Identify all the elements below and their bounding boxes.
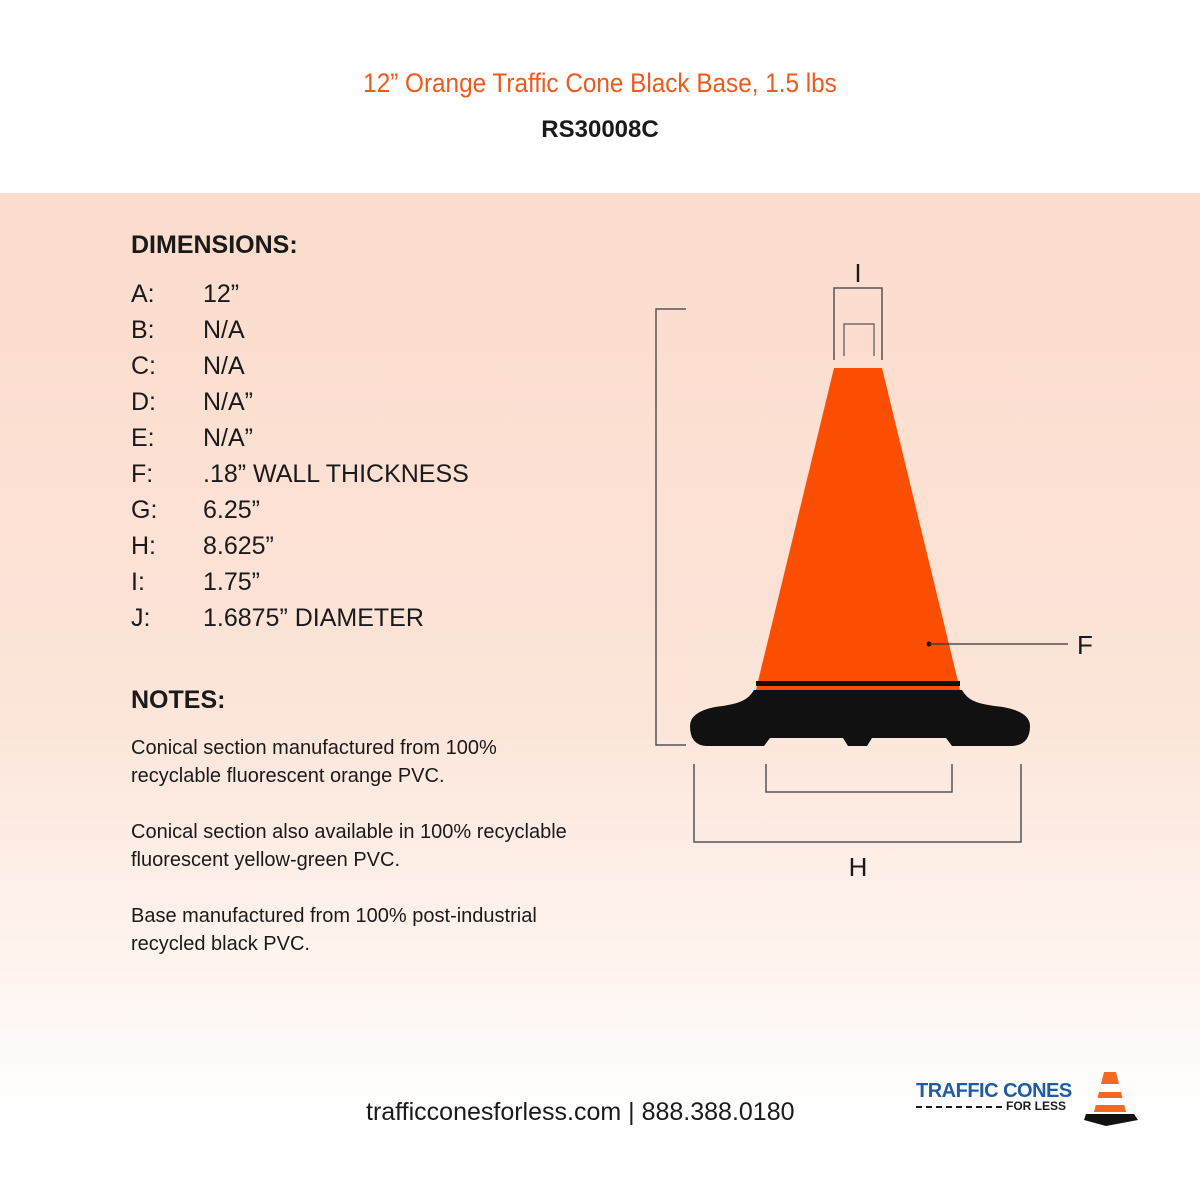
dimension-key: I:	[131, 568, 145, 596]
dimension-key: A:	[131, 280, 155, 308]
dimension-value: N/A	[203, 316, 245, 344]
note-paragraph: Conical section manufactured from 100% recyclable fluorescent orange PVC.	[131, 737, 497, 787]
cone-base	[690, 690, 1030, 746]
base-width-bracket	[694, 764, 1021, 842]
header	[0, 0, 1200, 193]
logo-line1: TRAFFIC CONES	[916, 1080, 1072, 1102]
dimension-value: 8.625”	[203, 532, 274, 560]
dimension-key: B:	[131, 316, 155, 344]
label-h: H	[848, 852, 868, 882]
label-f: F	[1077, 630, 1093, 660]
dimension-key: C:	[131, 352, 156, 380]
logo-line2: FOR LESS	[1006, 1099, 1067, 1113]
label-i: I	[854, 258, 862, 288]
dimension-value: 12”	[203, 280, 240, 308]
logo-dashes	[916, 1106, 1002, 1108]
dimensions-heading: DIMENSIONS:	[131, 231, 298, 259]
dimension-value: N/A”	[203, 388, 253, 416]
height-bracket	[656, 309, 686, 745]
notes-heading: NOTES:	[131, 686, 226, 714]
dimension-key: D:	[131, 388, 156, 416]
cone-body	[754, 368, 962, 698]
note-paragraph: Conical section also available in 100% recyclable fluorescent yellow-green PVC.	[131, 821, 567, 871]
dimension-value: .18” WALL THICKNESS	[203, 460, 469, 488]
top-opening-outline	[844, 324, 874, 356]
cone-diagram	[640, 250, 1120, 890]
inner-base-bracket	[766, 764, 952, 792]
dimension-key: F:	[131, 460, 154, 488]
dimension-key: G:	[131, 496, 158, 524]
dimension-value: N/A	[203, 352, 245, 380]
cone-stripe	[756, 681, 960, 686]
dimension-value: 1.75”	[203, 568, 260, 596]
brand-logo	[912, 1066, 1142, 1130]
traffic-cone-icon	[1082, 1068, 1140, 1126]
note-paragraph: Base manufactured from 100% post-industrial recycled black PVC.	[131, 905, 537, 955]
dimension-value: N/A”	[203, 424, 253, 452]
product-title: 12” Orange Traffic Cone Black Base, 1.5 lbs	[363, 68, 837, 98]
dimension-key: H:	[131, 532, 156, 560]
dimension-key: E:	[131, 424, 155, 452]
product-sku: RS30008C	[541, 116, 659, 143]
contact-info: trafficconesforless.com | 888.388.0180	[366, 1098, 795, 1126]
dimension-value: 1.6875” DIAMETER	[203, 604, 424, 632]
dimension-value: 6.25”	[203, 496, 260, 524]
dimension-key: J:	[131, 604, 151, 632]
